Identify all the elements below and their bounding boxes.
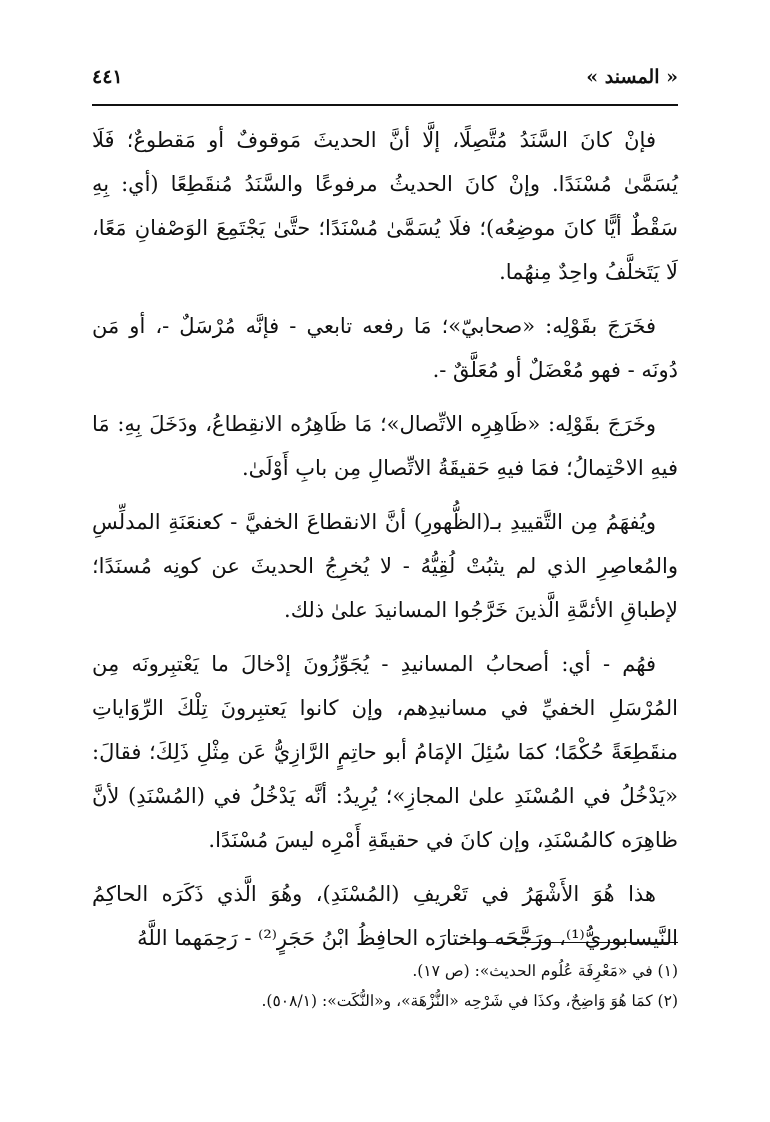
page-number: ٤٤١ — [92, 66, 123, 88]
footnote: (٢) كمَا هُوَ وَاضِحٌ، وكذَا في شَرْحِه «النُّزْهَة»، و«النُّكَت»: (٥٠٨/١). — [261, 992, 678, 1010]
paragraph: فخَرَجَ بقَوْلِه: «صحابيّ»؛ مَا رفعه تابعي - فإنَّه مُرْسَلٌ -، أو مَن دُونَه - فهو مُعْضَلٌ أو مُعَلَّقٌ -. — [92, 314, 678, 382]
header-divider — [92, 104, 678, 106]
running-title: « المسند » — [586, 66, 678, 88]
paragraph: وخَرَجَ بقَوْلِه: «ظَاهِرِه الاتِّصال»؛ مَا ظَاهِرُه الانقِطاعُ، ودَخَلَ بِهِ: مَا فيهِ الاحْتِمالُ؛ فمَا فيهِ حَقيقَةُ الاتِّصالِ مِن بابِ أَوْلَىٰ. — [92, 412, 678, 480]
running-header — [92, 60, 678, 102]
footnote-divider — [460, 942, 678, 943]
paragraph: ويُفهَمُ مِن التَّقييدِ بـ(الظُّهورِ) أنَّ الانقطاعَ الخفيَّ - كعنعَنَةِ المدلِّسِ والمُعاصِرِ الذي لم يثبُتْ لُقِيُّهُ - لا يُخرِجُ الحديثَ عن كونِه مُسنَدًا؛ لإطباقِ الأئمَّةِ الَّذينَ خَرَّجُوا المسانيدَ علىٰ ذلك. — [92, 510, 678, 622]
footnotes — [92, 956, 678, 1016]
paragraph: فإنْ كانَ السَّنَدُ مُتَّصِلًا، إلَّا أنَّ الحديثَ مَوقوفٌ أو مَقطوعٌ؛ فَلَا يُسَمَّىٰ مُسْنَدًا. وإنْ كانَ الحديثُ مرفوعًا والسَّنَدُ مُنقَطِعًا (أي: بِهِ سَقْطٌ أيًّا كانَ موضِعُه)؛ فلَا يُسَمَّىٰ مُسْنَدًا؛ حتَّىٰ يَجْتَمِعَ الوَصْفانِ مَعًا، لَا يَتَخلَّفُ واحِدٌ مِنهُما. — [92, 128, 678, 284]
main-text — [92, 118, 678, 970]
footnote: (١) في «مَعْرِفَة عُلُوم الحديث»: (ص ١٧). — [412, 962, 678, 980]
paragraph: فهُم - أي: أصحابُ المسانيدِ - يُجَوِّزُونَ إدْخالَ ما يَعْتبِرونَه مِن المُرْسَلِ الخفيِّ في مسانيدِهم، وإن كانوا يَعتبِرونَ تِلْكَ الرِّوَاياتِ منقَطِعَةً حُكْمًا؛ كمَا سُئِلَ الإمَامُ أبو حاتِمٍ الرَّازِيُّ عَن مِثْلِ ذَلِكَ؛ فقالَ: «يَدْخُلُ في المُسْنَدِ علىٰ المجازِ»؛ يُرِيدُ: أنَّه يَدْخُلُ في (المُسْنَدِ) لأنَّ ظاهِرَه كالمُسْنَدِ، وإن كانَ في حقيقَةِ أَمْرِه ليسَ مُسْنَدًا. — [92, 652, 678, 852]
paragraph: هذا هُوَ الأَشْهَرُ في تَعْريفِ (المُسْنَدِ)، وهُوَ الَّذي ذَكَرَه الحاكِمُ النَّيسابوريُّ⁽¹⁾، ورَجَّحَه واختارَه الحافِظُ ابْنُ حَجَرٍ⁽²⁾ - رَحِمَهما اللَّهُ — [92, 882, 678, 950]
